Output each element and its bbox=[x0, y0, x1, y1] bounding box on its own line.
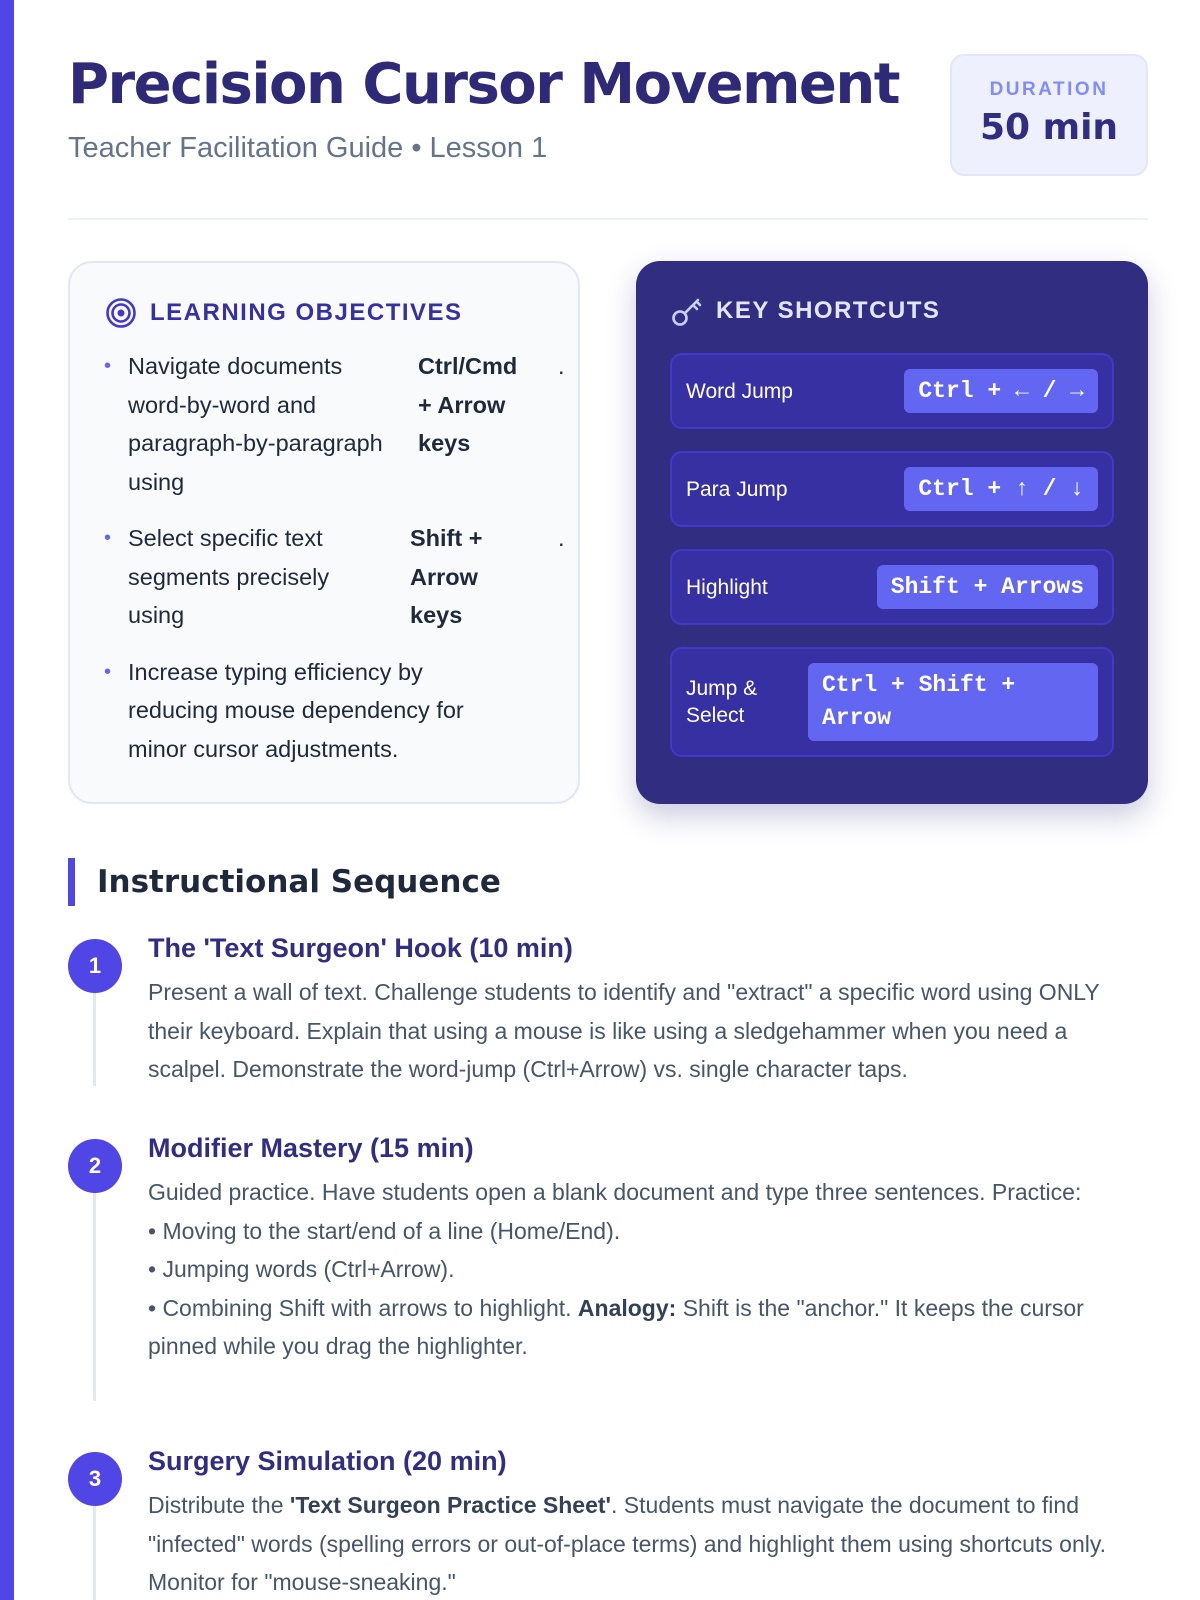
objectives-list bbox=[104, 347, 565, 768]
bullet-icon: • bbox=[104, 660, 112, 683]
learning-objectives-card bbox=[68, 261, 580, 804]
shortcut-keys: Ctrl + ← / → bbox=[904, 369, 1098, 413]
body-text: . Students must navigate the document to find "infected" words (spelling errors or out-of-place terms) and highlight them using shortcuts only. Monitor for "mouse-sneaking." bbox=[148, 1492, 1107, 1595]
bullet-text: • Combining Shift with arrows to highlight. bbox=[148, 1294, 572, 1321]
objective-period: . bbox=[558, 525, 565, 551]
shortcut-keys: Ctrl + ↑ / ↓ bbox=[904, 467, 1098, 511]
timeline-line bbox=[93, 1193, 96, 1401]
step-body bbox=[148, 1486, 1148, 1600]
step-bullet: • Jumping words (Ctrl+Arrow). bbox=[148, 1256, 455, 1282]
body-text: Distribute the bbox=[148, 1492, 284, 1518]
timeline-line bbox=[93, 993, 96, 1086]
shortcut-keys: Shift + Arrows bbox=[877, 565, 1098, 609]
shortcut-row bbox=[670, 549, 1114, 625]
key-shortcuts-card bbox=[636, 261, 1148, 804]
step-number: 3 bbox=[68, 1452, 122, 1506]
analogy-label: Analogy: bbox=[577, 1294, 677, 1321]
worksheet-name: 'Text Surgeon Practice Sheet' bbox=[289, 1492, 612, 1518]
step-intro: Guided practice. Have students open a blank document and type three sentences. Practice: bbox=[148, 1179, 1082, 1205]
duration-badge bbox=[950, 54, 1148, 176]
shortcut-name: Jump & Select bbox=[686, 677, 758, 727]
shortcut-name: Word Jump bbox=[686, 379, 793, 403]
step-title: Modifier Mastery (15 min) bbox=[148, 1133, 474, 1163]
step-title: The 'Text Surgeon' Hook (10 min) bbox=[148, 933, 573, 963]
lesson-page bbox=[68, 0, 1148, 1595]
timeline-line bbox=[93, 1506, 96, 1600]
objective-shortcut: Ctrl/Cmd + Arrow keys bbox=[418, 353, 518, 456]
shortcut-name: Para Jump bbox=[686, 477, 788, 501]
objective-text: Select specific text segments precisely using bbox=[128, 525, 330, 628]
objective-text: Increase typing efficiency by reducing mouse dependency for minor cursor adjustments. bbox=[128, 658, 464, 762]
key-icon bbox=[670, 294, 704, 328]
shortcut-row bbox=[670, 647, 1114, 757]
target-icon bbox=[104, 296, 138, 330]
page-header bbox=[68, 0, 1148, 220]
sequence-heading: Instructional Sequence bbox=[68, 858, 501, 906]
step-body bbox=[148, 1173, 1148, 1366]
shortcuts-header bbox=[670, 291, 1114, 331]
step-bullet bbox=[148, 1289, 1148, 1366]
accent-bar bbox=[0, 0, 14, 1600]
step-number: 1 bbox=[68, 939, 122, 993]
shortcuts-title: KEY SHORTCUTS bbox=[716, 297, 941, 324]
objective-item bbox=[104, 519, 565, 635]
objective-shortcut: Shift + Arrow keys bbox=[410, 525, 483, 628]
step-title: Surgery Simulation (20 min) bbox=[148, 1446, 507, 1476]
shortcut-row bbox=[670, 353, 1114, 429]
objectives-title: LEARNING OBJECTIVES bbox=[150, 299, 463, 326]
duration-label: DURATION bbox=[989, 79, 1109, 100]
duration-value: 50 min bbox=[979, 107, 1119, 148]
bullet-icon: • bbox=[104, 527, 112, 549]
step-body: Present a wall of text. Challenge students to identify and "extract" a specific word using ONLY their keyboard. Explain that using a mouse is like using a sledgehammer when you need a scalpel. Demonstrate the word-jump (Ctrl+Arrow) vs. single character taps. bbox=[148, 979, 1100, 1082]
bullet-text: Shift is the "anchor." It keeps the cursor pinned while you drag the highlighter. bbox=[148, 1294, 1084, 1359]
objectives-header bbox=[104, 293, 544, 333]
bullet-icon: • bbox=[104, 355, 112, 377]
objective-text: Navigate documents word-by-word and paragraph-by-paragraph using bbox=[128, 353, 383, 495]
shortcut-row bbox=[670, 451, 1114, 527]
objective-period: . bbox=[558, 353, 565, 379]
step-number: 2 bbox=[68, 1139, 122, 1193]
step-bullet: • Moving to the start/end of a line (Home/End). bbox=[148, 1217, 621, 1244]
shortcut-name: Highlight bbox=[686, 575, 768, 599]
objective-item bbox=[104, 653, 544, 769]
shortcut-keys: Ctrl + Shift + Arrow bbox=[808, 663, 1098, 741]
page-subtitle: Teacher Facilitation Guide • Lesson 1 bbox=[68, 132, 548, 164]
objective-item bbox=[104, 347, 565, 501]
page-title: Precision Cursor Movement bbox=[68, 52, 900, 117]
